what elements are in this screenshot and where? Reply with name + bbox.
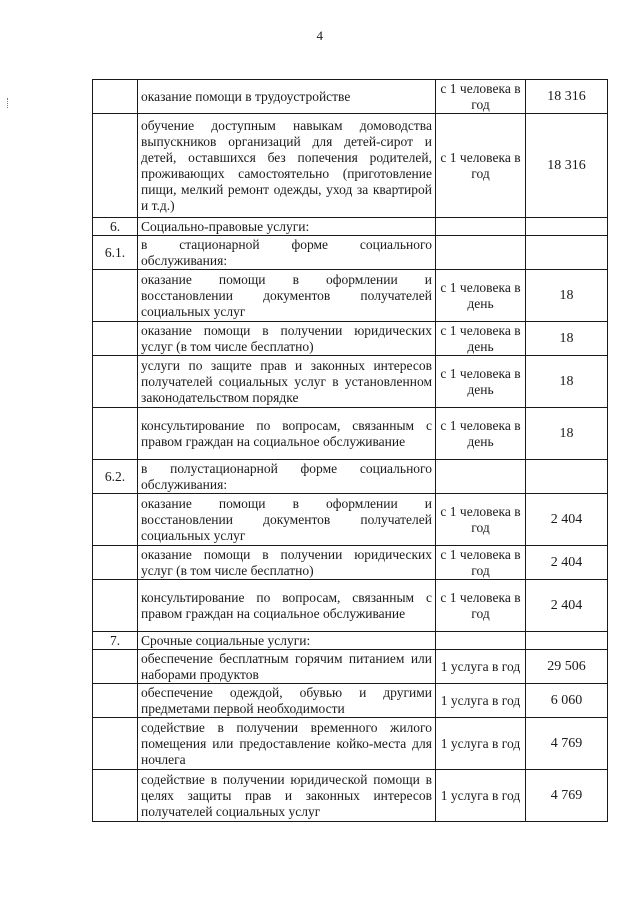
service-value: 18 316 <box>526 114 608 218</box>
service-unit: с 1 человека в год <box>436 114 526 218</box>
row-number: 6. <box>93 218 138 236</box>
row-number: 7. <box>93 632 138 650</box>
service-name: в полустационарной форме социального обслуживания: <box>138 460 436 494</box>
service-name: оказание помощи в оформлении и восстановлении документов получателей социальных услуг <box>138 494 436 546</box>
service-unit: с 1 человека в день <box>436 270 526 322</box>
service-value: 2 404 <box>526 580 608 632</box>
table-row <box>93 546 608 580</box>
service-name: услуги по защите прав и законных интересов получателей социальных услуг в установленном законодательством порядке <box>138 356 436 408</box>
table-row <box>93 114 608 218</box>
service-value: 2 404 <box>526 546 608 580</box>
margin-mark <box>7 98 11 108</box>
row-number <box>93 114 138 218</box>
table-body <box>93 80 608 822</box>
service-value <box>526 632 608 650</box>
service-unit <box>436 632 526 650</box>
service-value: 29 506 <box>526 650 608 684</box>
service-unit <box>436 218 526 236</box>
table-row <box>93 460 608 494</box>
service-value <box>526 218 608 236</box>
service-unit <box>436 460 526 494</box>
service-unit: с 1 человека в год <box>436 80 526 114</box>
row-number <box>93 770 138 822</box>
service-name: оказание помощи в получении юридических услуг (в том числе бесплатно) <box>138 546 436 580</box>
row-number <box>93 650 138 684</box>
service-name: содействие в получении юридической помощи в целях защиты прав и законных интересов получателей социальных услуг <box>138 770 436 822</box>
table-row <box>93 580 608 632</box>
service-value: 18 <box>526 270 608 322</box>
page-number: 4 <box>316 28 324 43</box>
table-row <box>93 770 608 822</box>
row-number <box>93 546 138 580</box>
service-name: обучение доступным навыкам домоводства выпускников организаций для детей-сирот и детей, оставшихся без попечения родителей, проживающих самостоятельно (приготовление пищи, мелкий ремонт одежды, уход за квартирой и т.д.) <box>138 114 436 218</box>
table-row <box>93 218 608 236</box>
service-unit: с 1 человека в год <box>436 580 526 632</box>
table-row <box>93 408 608 460</box>
row-number <box>93 408 138 460</box>
table-row <box>93 650 608 684</box>
service-unit: с 1 человека в день <box>436 408 526 460</box>
service-unit: с 1 человека в день <box>436 356 526 408</box>
service-value: 18 <box>526 356 608 408</box>
service-value: 6 060 <box>526 684 608 718</box>
service-value: 18 <box>526 408 608 460</box>
service-unit: 1 услуга в год <box>436 650 526 684</box>
service-value <box>526 460 608 494</box>
table-row <box>93 684 608 718</box>
service-name: консультирование по вопросам, связанным с правом граждан на социальное обслуживание <box>138 580 436 632</box>
service-value: 2 404 <box>526 494 608 546</box>
table-row <box>93 236 608 270</box>
service-unit: 1 услуга в год <box>436 718 526 770</box>
row-number: 6.1. <box>93 236 138 270</box>
service-unit: 1 услуга в год <box>436 770 526 822</box>
service-value: 18 <box>526 322 608 356</box>
service-name: Срочные социальные услуги: <box>138 632 436 650</box>
service-value: 4 769 <box>526 770 608 822</box>
row-number: 6.2. <box>93 460 138 494</box>
service-name: в стационарной форме социального обслуживания: <box>138 236 436 270</box>
table-row <box>93 494 608 546</box>
service-value: 4 769 <box>526 718 608 770</box>
service-unit <box>436 236 526 270</box>
service-name: обеспечение бесплатным горячим питанием или наборами продуктов <box>138 650 436 684</box>
table-row <box>93 80 608 114</box>
service-name: содействие в получении временного жилого помещения или предоставление койко-места для ночлега <box>138 718 436 770</box>
row-number <box>93 356 138 408</box>
service-unit: с 1 человека в год <box>436 546 526 580</box>
service-unit: с 1 человека в год <box>436 494 526 546</box>
service-name: оказание помощи в трудоустройстве <box>138 80 436 114</box>
service-value <box>526 236 608 270</box>
service-name: оказание помощи в оформлении и восстановлении документов получателей социальных услуг <box>138 270 436 322</box>
service-name: Социально-правовые услуги: <box>138 218 436 236</box>
row-number <box>93 684 138 718</box>
table-row <box>93 718 608 770</box>
service-name: консультирование по вопросам, связанным с правом граждан на социальное обслуживание <box>138 408 436 460</box>
service-name: оказание помощи в получении юридических услуг (в том числе бесплатно) <box>138 322 436 356</box>
service-unit: 1 услуга в год <box>436 684 526 718</box>
table-row <box>93 270 608 322</box>
row-number <box>93 270 138 322</box>
row-number <box>93 322 138 356</box>
service-value: 18 316 <box>526 80 608 114</box>
table-row <box>93 322 608 356</box>
service-unit: с 1 человека в день <box>436 322 526 356</box>
services-table <box>92 79 608 822</box>
row-number <box>93 718 138 770</box>
row-number <box>93 80 138 114</box>
table-row <box>93 356 608 408</box>
table-row <box>93 632 608 650</box>
row-number <box>93 494 138 546</box>
service-name: обеспечение одеждой, обувью и другими предметами первой необходимости <box>138 684 436 718</box>
row-number <box>93 580 138 632</box>
